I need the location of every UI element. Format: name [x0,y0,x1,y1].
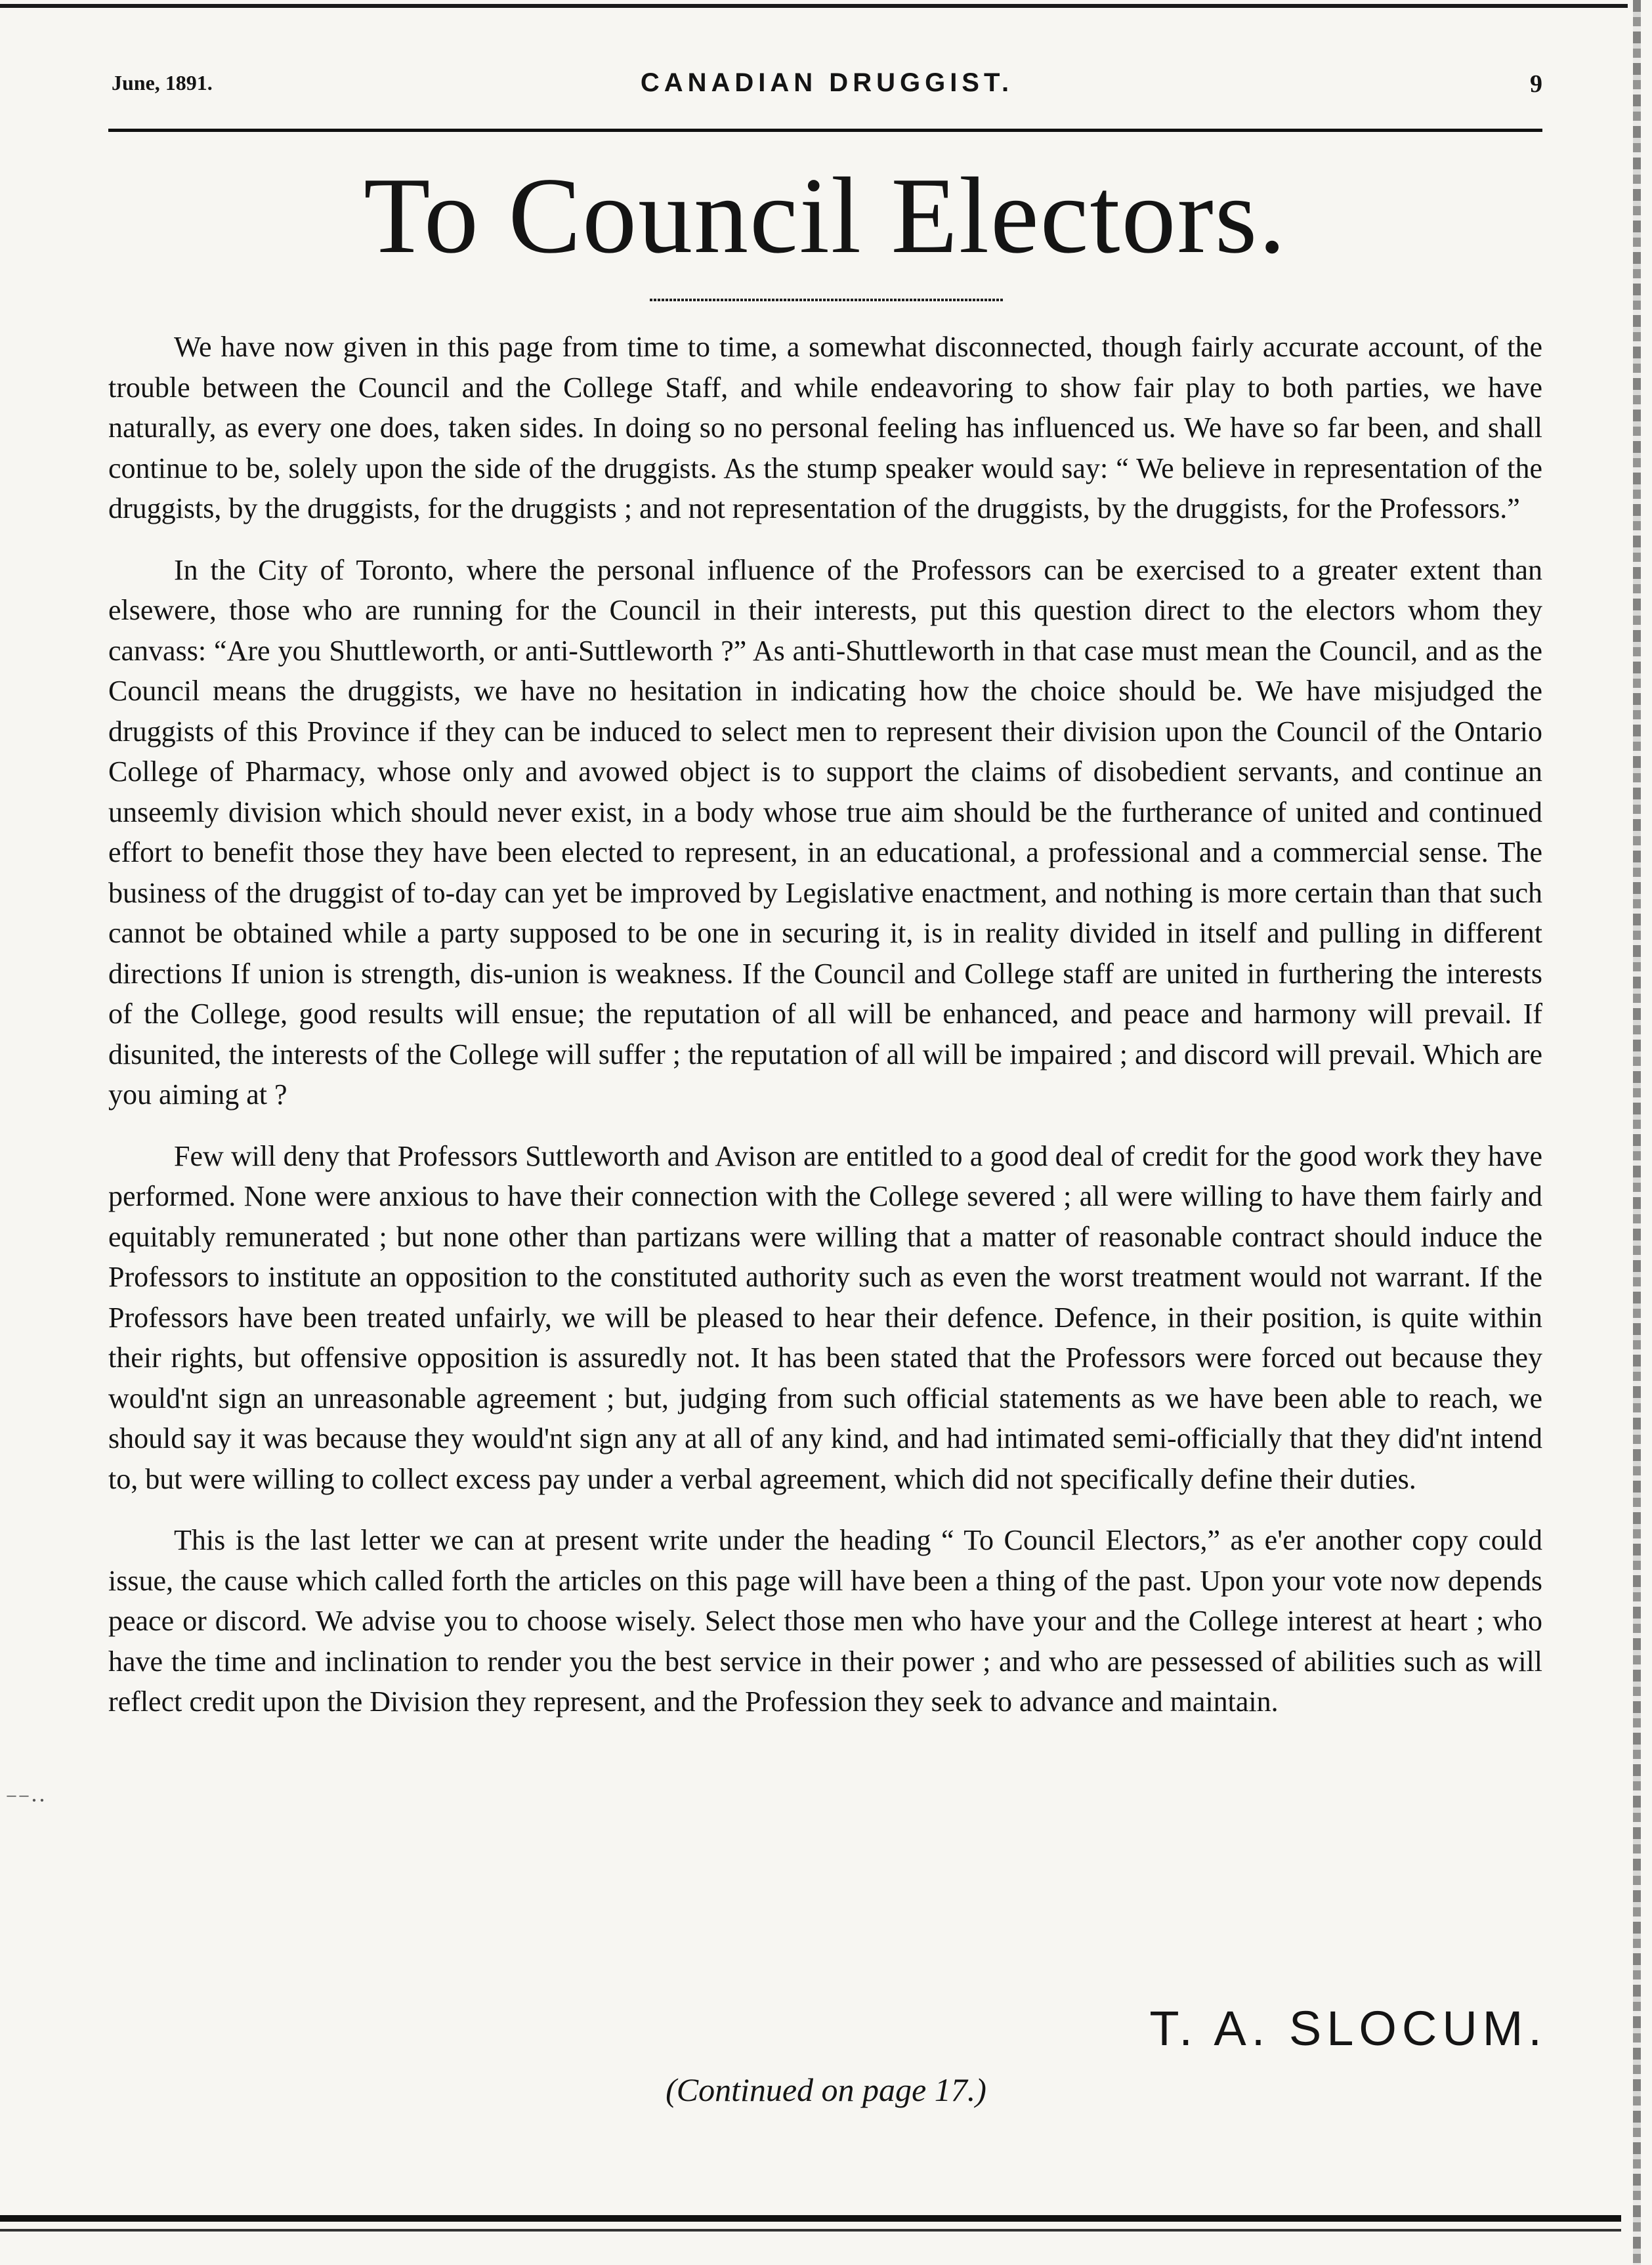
continued-note: (Continued on page 17.) [666,2071,986,2108]
top-border-rule [0,4,1628,8]
issue-date: June, 1891. [112,71,213,95]
bottom-border-rule [0,2215,1621,2222]
paragraph-1: We have now given in this page from time to time, a somewhat disconnected, though fairly accurate account, of the trouble between the Council and the College Staff, and while endeavoring to show fair play to both parties, we have naturally, as every one does, taken sides. In doing so no personal feeling has influenced us. We have so far been, and shall continue to be, solely upon the side of the druggists. As the stump speaker would say: “ We believe in representation of the druggists, by the druggists, for the druggists ; and not representation of the druggists, by the druggists, for the Professors.” [108,331,1542,524]
paragraph-4: This is the last letter we can at present write under the heading “ To Council Electors,” as e'er another copy could issue, the cause which called forth the articles on this page will have been a thing of the past. Upon your vote now depends peace or discord. We advise you to choose wisely. Select those men who have your and the College interest at heart ; who have the time and inclination to render you the best service in their power ; and who are pessessed of abilities such as will reflect credit upon the Division they represent, and the Profession they seek to advance and maintain. [108,1524,1542,1718]
page-number: 9 [1530,70,1542,98]
running-header [112,66,1542,105]
headline-divider [650,299,1004,301]
page-edge-scan-artifact [1633,0,1641,2265]
margin-smudge: ⁻⁻·· [5,1787,46,1813]
paragraph-3: Few will deny that Professors Suttleworth and Avison are entitled to a good deal of credit for the good work they have performed. None were anxious to have their connection with the College severed ; all were willing to have them fairly and equitably remunerated ; but none other than partizans were willing that a matter of reasonable contract should induce the Professors to institute an opposition to the constituted authority such as even the worst treatment would not warrant. If the Professors have been treated unfairly, we will be pleased to hear their defence. Defence, in their position, is quite within their rights, but offensive opposition is assuredly not. It has been stated that the Professors were forced out because they would'nt sign an unreasonable agreement ; but, judging from such official statements as we have been able to reach, we should say it was because they would'nt sign any at all of any kind, and had intimated semi-officially that they did'nt intend to, but were willing to collect excess pay under a verbal agreement, which did not specifically define their duties. [108,1139,1542,1495]
header-rule [108,129,1542,132]
paragraph-2: In the City of Toronto, where the personal influence of the Professors can be exercised to a greater extent than elsewere, those who are running for the Council in their interests, put this question direct to the electors whom they canvass: “Are you Shuttleworth, or anti-Suttleworth ?” As anti-Shuttleworth in that case must mean the Council, and as the Council means the druggists, we have no hesitation in indicating how the choice should be. We have misjudged the druggists of this Province if they can be induced to select men to represent their division upon the Council of the Ontario College of Pharmacy, whose only and avowed object is to support the claims of disobedient servants, and continue an unseemly division which should never exist, in a body whose true aim should be the furtherance of united and continued effort to benefit those they have been elected to represent, in an educational, a professional and a commercial sense. The business of the druggist of to-day can yet be improved by Legislative enactment, and nothing is more certain than that such cannot be obtained while a party supposed to be one in securing it, is in reality divided in itself and pulling in different directions If union is strength, dis-union is weakness. If the Council and College staff are united in furthering the interests of the College, good results will ensue; the reputation of all will be enhanced, and peace and harmony will prevail. If disunited, the interests of the College will suffer ; the reputation of all will be impaired ; and discord will prevail. Which are you aiming at ? [108,553,1542,1111]
article-body [108,327,1542,1743]
author-signature: T. A. SLOCUM. [1149,2001,1547,2056]
journal-title: CANADIAN DRUGGIST. [640,68,1014,97]
article-headline: To Council Electors. [364,155,1287,276]
bottom-border-rule-thin [0,2229,1621,2232]
